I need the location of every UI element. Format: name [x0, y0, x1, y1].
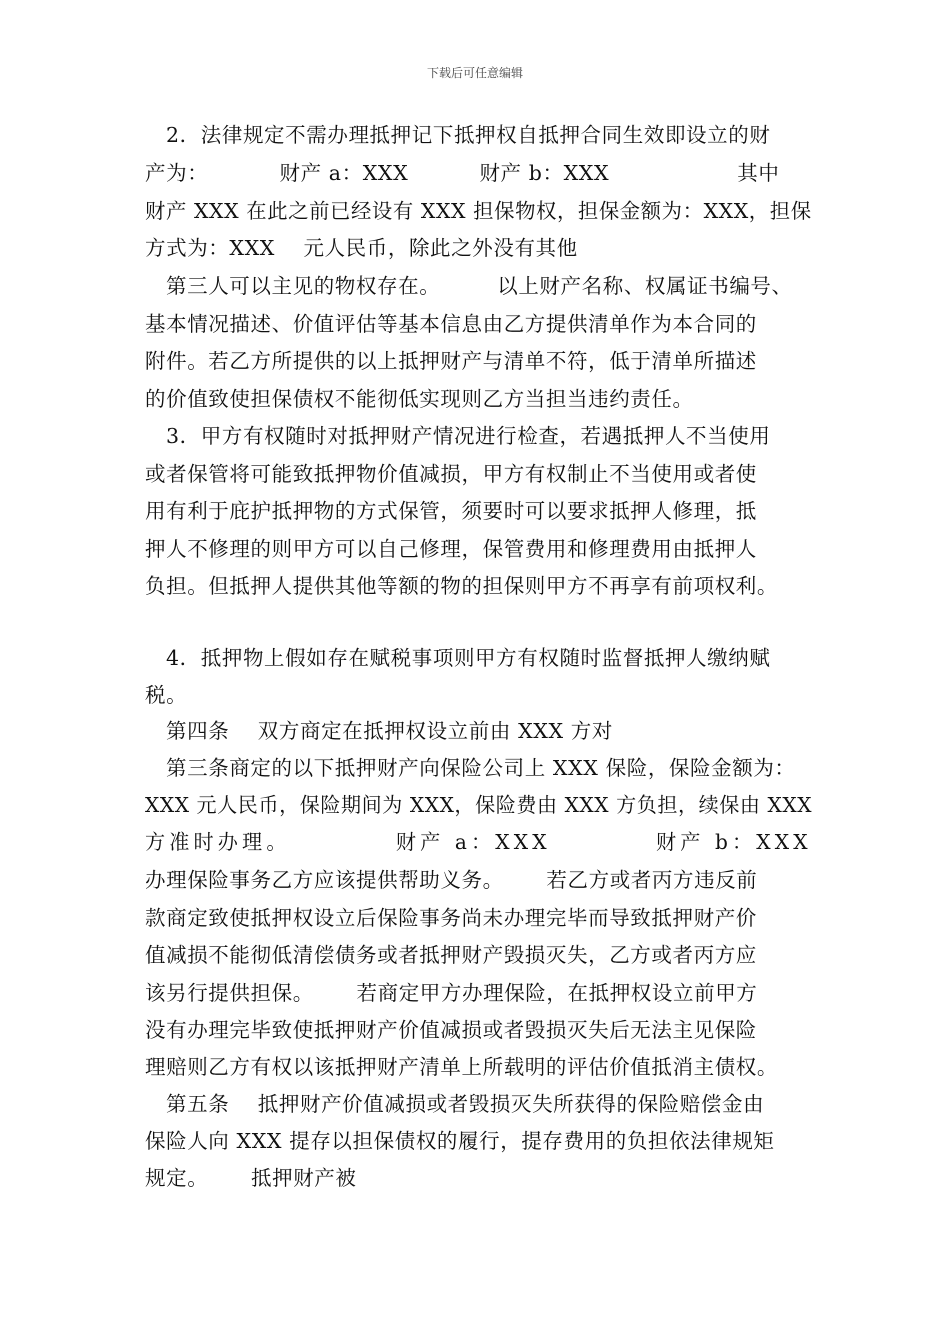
text-line: 财产 XXX 在此之前已经设有 XXX 担保物权，担保金额为：XXX，担保 — [145, 199, 812, 223]
text-line: 3．甲方有权随时对抵押财产情况进行检查，若遇抵押人不当使用 — [166, 424, 771, 448]
page-header-note: 下载后可任意编辑 — [426, 66, 523, 80]
text-line: 没有办理完毕致使抵押财产价值减损或者毁损灭失后无法主见保险 — [145, 1018, 757, 1042]
text-line: 理赔则乙方有权以该抵押财产清单上所载明的评估价值抵消主债权。 — [145, 1055, 778, 1079]
text-line: 方准时办理。 财产 a：XXX 财产 b：XXX — [145, 830, 812, 854]
text-line: 2．法律规定不需办理抵押记下抵押权自抵押合同生效即设立的财 — [166, 123, 771, 147]
text-line: 方式为：XXX 元人民币，除此之外没有其他 — [145, 236, 578, 260]
text-line: 第五条 抵押财产价值减损或者毁损灭失所获得的保险赔偿金由 — [166, 1092, 765, 1116]
text-line: 办理保险事务乙方应该提供帮助义务。 若乙方或者丙方违反前 — [145, 868, 758, 892]
text-line: 4．抵押物上假如存在赋税事项则甲方有权随时监督抵押人缴纳赋 — [166, 646, 771, 670]
text-line: XXX 元人民币，保险期间为 XXX，保险费由 XXX 方负担，续保由 XXX — [145, 793, 813, 817]
text-line: 用有利于庇护抵押物的方式保管，须要时可以要求抵押人修理，抵 — [145, 499, 757, 523]
text-line: 押人不修理的则甲方可以自己修理，保管费用和修理费用由抵押人 — [145, 537, 757, 561]
text-line: 或者保管将可能致抵押物价值减损，甲方有权制止不当使用或者使 — [145, 462, 757, 486]
text-line: 产为： 财产 a：XXX 财产 b：XXX 其中 — [145, 161, 780, 185]
text-line: 税。 — [145, 683, 188, 707]
text-line: 值减损不能彻低清偿债务或者抵押财产毁损灭失，乙方或者丙方应 — [145, 943, 757, 967]
text-line: 规定。 抵押财产被 — [145, 1166, 357, 1190]
text-line: 保险人向 XXX 提存以担保债权的履行，提存费用的负担依法律规矩 — [145, 1129, 775, 1153]
text-line: 基本情况描述、价值评估等基本信息由乙方提供清单作为本合同的 — [145, 312, 757, 336]
text-line: 的价值致使担保债权不能彻低实现则乙方当担当违约责任。 — [145, 387, 694, 411]
text-line: 款商定致使抵押权设立后保险事务尚未办理完毕而导致抵押财产价 — [145, 906, 757, 930]
text-line: 附件。若乙方所提供的以上抵押财产与清单不符，低于清单所描述 — [145, 349, 757, 373]
text-line: 该另行提供担保。 若商定甲方办理保险，在抵押权设立前甲方 — [145, 981, 758, 1005]
text-line: 第四条 双方商定在抵押权设立前由 XXX 方对 — [166, 719, 613, 743]
text-line: 第三条商定的以下抵押财产向保险公司上 XXX 保险，保险金额为： — [166, 756, 796, 780]
text-line: 第三人可以主见的物权存在。 以上财产名称、权属证书编号、 — [166, 274, 793, 298]
text-line: 负担。但抵押人提供其他等额的物的担保则甲方不再享有前项权利。 — [145, 574, 778, 598]
